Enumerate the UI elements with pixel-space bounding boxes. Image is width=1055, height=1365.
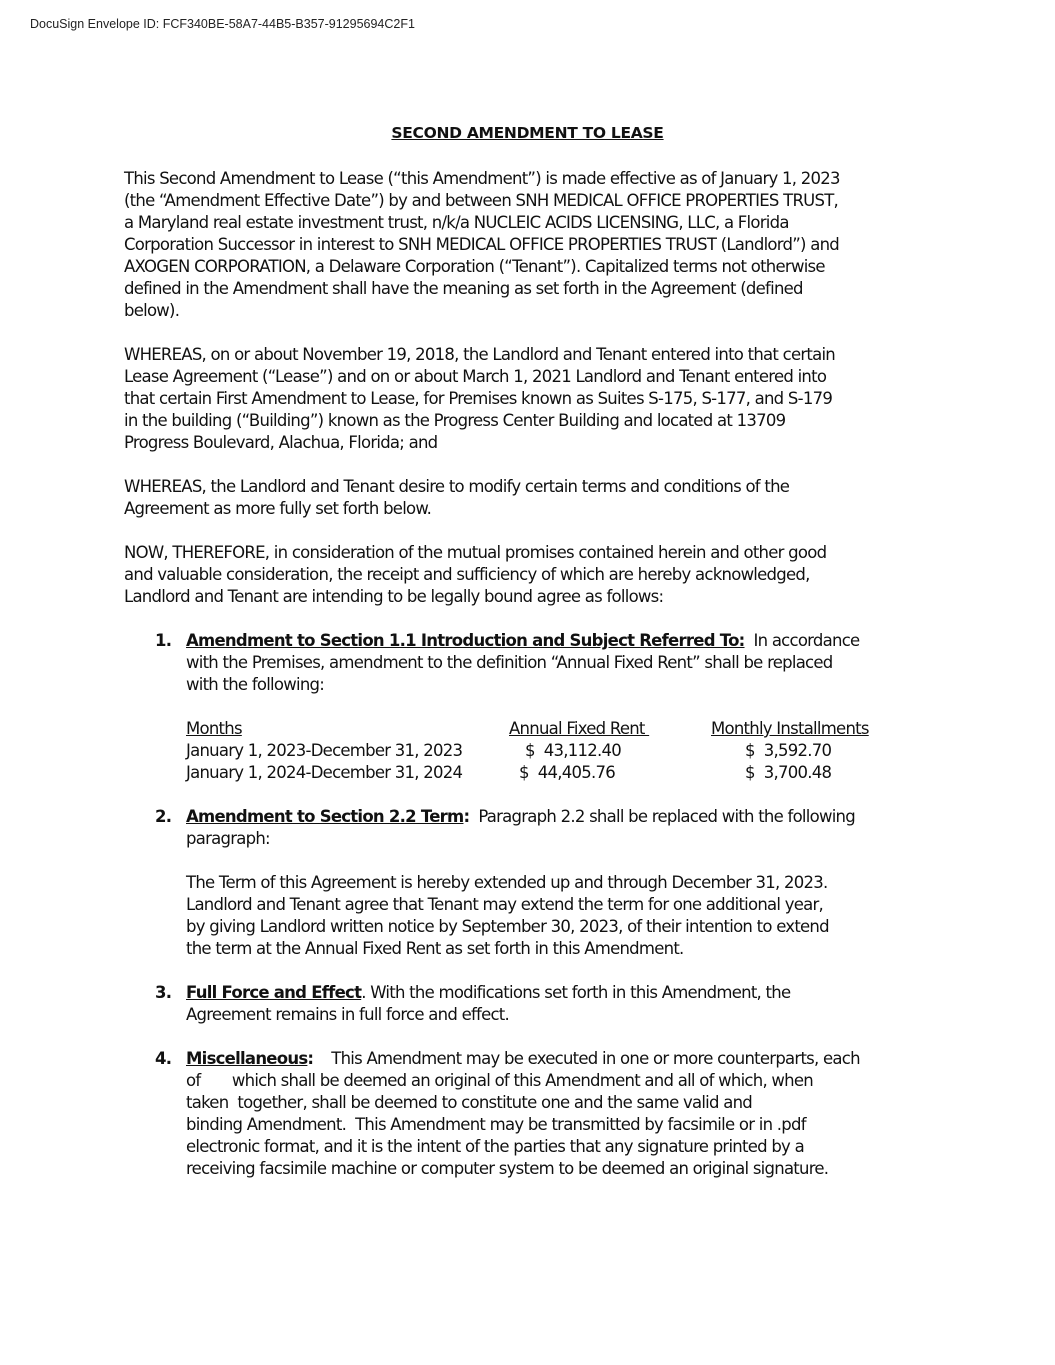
column-header-annual-fixed-rent: Annual Fixed Rent bbox=[509, 719, 650, 738]
text-line: binding Amendment. This Amendment may be transmitted by facsimile or in .pdf bbox=[186, 1115, 806, 1134]
text-line: electronic format, and it is the intent of the parties that any signature printed by a bbox=[186, 1137, 804, 1156]
whereas-paragraph-1 bbox=[124, 344, 944, 454]
item-number: 2. bbox=[155, 807, 172, 826]
text-line: NOW, THEREFORE, in consideration of the mutual promises contained herein and other good bbox=[124, 543, 827, 562]
text-line: receiving facsimile machine or computer system to be deemed an original signature. bbox=[186, 1159, 829, 1178]
text-line: Lease Agreement (“Lease”) and on or about March 1, 2021 Landlord and Tenant entered into bbox=[124, 367, 827, 386]
table-header-row bbox=[186, 718, 906, 740]
now-therefore-paragraph bbox=[124, 542, 944, 608]
text-line: WHEREAS, on or about November 19, 2018, the Landlord and Tenant entered into that certain bbox=[124, 345, 836, 364]
item-number: 3. bbox=[155, 983, 172, 1002]
text-line: This Second Amendment to Lease (“this Amendment”) is made effective as of January 1, 2023 bbox=[124, 169, 840, 188]
cell-annual-fixed-rent: $ 43,112.40 bbox=[525, 741, 621, 760]
text-line: Progress Boulevard, Alachua, Florida; and bbox=[124, 433, 438, 452]
text-line: the term at the Annual Fixed Rent as set forth in this Amendment. bbox=[186, 939, 684, 958]
whereas-paragraph-2 bbox=[124, 476, 944, 520]
docusign-envelope-id: DocuSign Envelope ID: FCF340BE-58A7-44B5-B357-91295694C2F1 bbox=[30, 17, 415, 31]
item-text: In accordance bbox=[744, 631, 860, 650]
text-line: and valuable consideration, the receipt and sufficiency of which are hereby acknowledged, bbox=[124, 565, 810, 584]
text-line: Landlord and Tenant are intending to be legally bound agree as follows: bbox=[124, 587, 664, 606]
table-row bbox=[186, 762, 906, 784]
item-heading-colon: : bbox=[463, 807, 470, 826]
text-line: Agreement remains in full force and effect. bbox=[186, 1005, 510, 1024]
text-line: by giving Landlord written notice by September 30, 2023, of their intention to extend bbox=[186, 917, 829, 936]
rent-schedule-table bbox=[186, 718, 906, 784]
text-line: in the building (“Building”) known as the Progress Center Building and located at 13709 bbox=[124, 411, 786, 430]
text-line: below). bbox=[124, 301, 180, 320]
text-line: (the “Amendment Effective Date”) by and between SNH MEDICAL OFFICE PROPERTIES TRUST, bbox=[124, 191, 839, 210]
item-number: 1. bbox=[155, 631, 172, 650]
cell-annual-fixed-rent: $ 44,405.76 bbox=[519, 763, 615, 782]
text-line: AXOGEN CORPORATION, a Delaware Corporation (“Tenant”). Capitalized terms not otherwise bbox=[124, 257, 825, 276]
text-line: WHEREAS, the Landlord and Tenant desire to modify certain terms and conditions of the bbox=[124, 477, 790, 496]
intro-paragraph bbox=[124, 168, 944, 322]
text-line: of which shall be deemed an original of this Amendment and all of which, when bbox=[186, 1071, 813, 1090]
table-row bbox=[186, 740, 906, 762]
cell-months: January 1, 2024-December 31, 2024 bbox=[186, 763, 463, 782]
item-heading: Full Force and Effect bbox=[186, 983, 362, 1002]
item-text: Paragraph 2.2 shall be replaced with the following bbox=[469, 807, 855, 826]
item-heading: Amendment to Section 2.2 Term bbox=[186, 807, 464, 826]
document-title: SECOND AMENDMENT TO LEASE bbox=[391, 124, 664, 142]
column-header-monthly-installments: Monthly Installments bbox=[711, 719, 869, 738]
text-line: with the Premises, amendment to the definition “Annual Fixed Rent” shall be replaced bbox=[186, 653, 833, 672]
item-number: 4. bbox=[155, 1049, 172, 1068]
cell-monthly-installment: $ 3,700.48 bbox=[745, 763, 832, 782]
cell-months: January 1, 2023-December 31, 2023 bbox=[186, 741, 463, 760]
text-line: The Term of this Agreement is hereby extended up and through December 31, 2023. bbox=[186, 873, 828, 892]
column-header-months: Months bbox=[186, 719, 242, 738]
item-text: This Amendment may be executed in one or more counterparts, each bbox=[313, 1049, 860, 1068]
item-heading: Amendment to Section 1.1 Introduction and Subject Referred To: bbox=[186, 631, 745, 650]
item-heading-colon: : bbox=[307, 1049, 314, 1068]
text-line: taken together, shall be deemed to constitute one and the same valid and bbox=[186, 1093, 753, 1112]
text-line: Landlord and Tenant agree that Tenant may extend the term for one additional year, bbox=[186, 895, 824, 914]
text-line: a Maryland real estate investment trust, n/k/a NUCLEIC ACIDS LICENSING, LLC, a Florida bbox=[124, 213, 789, 232]
text-line: paragraph: bbox=[186, 829, 270, 848]
text-line: Corporation Successor in interest to SNH MEDICAL OFFICE PROPERTIES TRUST (Landlord”) and bbox=[124, 235, 840, 254]
item-text: . With the modifications set forth in this Amendment, the bbox=[361, 983, 791, 1002]
text-line: with the following: bbox=[186, 675, 325, 694]
text-line: Agreement as more fully set forth below. bbox=[124, 499, 432, 518]
text-line: defined in the Amendment shall have the meaning as set forth in the Agreement (defined bbox=[124, 279, 803, 298]
cell-monthly-installment: $ 3,592.70 bbox=[745, 741, 832, 760]
item-heading: Miscellaneous bbox=[186, 1049, 308, 1068]
text-line: that certain First Amendment to Lease, for Premises known as Suites S-175, S-177, and S-179 bbox=[124, 389, 833, 408]
